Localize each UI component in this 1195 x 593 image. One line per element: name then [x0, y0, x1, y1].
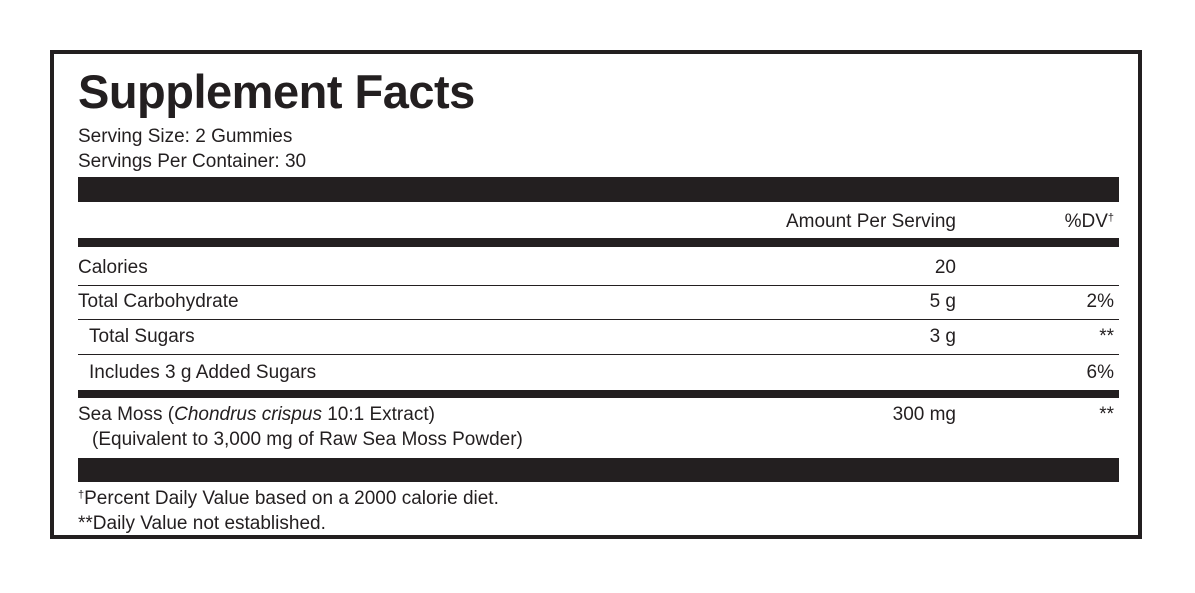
row-divider — [78, 354, 1119, 355]
header-dv — [1065, 210, 1114, 236]
medium-divider-header — [78, 238, 1119, 247]
servings-per-container: Servings Per Container: 30 — [78, 151, 307, 172]
row-total-sugars-amount: 3 g — [929, 326, 956, 347]
thick-divider-top — [78, 177, 1119, 202]
row-total-sugars-dv: ** — [1099, 326, 1114, 347]
row-calories-name: Calories — [78, 257, 148, 278]
row-total-carbohydrate-dv: 2% — [1086, 291, 1114, 312]
row-added-sugars-dv: 6% — [1086, 362, 1114, 383]
supplement-facts-panel — [50, 50, 1142, 539]
thick-divider-bottom — [78, 458, 1119, 482]
panel-title: Supplement Facts — [78, 65, 475, 118]
header-dv-label: %DV — [1064, 211, 1108, 232]
medium-divider-ingredients — [78, 390, 1119, 398]
row-added-sugars-name: Includes 3 g Added Sugars — [89, 362, 317, 383]
ingredient-sea-moss-name — [78, 403, 435, 427]
header-amount-per-serving: Amount Per Serving — [785, 211, 956, 232]
row-total-carbohydrate-name: Total Carbohydrate — [78, 291, 239, 312]
footnote-daily-value — [78, 487, 499, 513]
row-total-carbohydrate-amount: 5 g — [929, 291, 956, 312]
row-divider — [78, 285, 1119, 286]
ingredient-name-suffix: 10:1 Extract) — [321, 404, 435, 425]
footnote-dv-mark: † — [78, 489, 85, 501]
ingredient-latin-name: Chondrus crispus — [174, 404, 322, 425]
header-dv-mark: † — [1107, 212, 1114, 224]
ingredient-name-prefix: Sea Moss ( — [78, 404, 175, 425]
ingredient-sea-moss-amount: 300 mg — [892, 404, 956, 425]
ingredient-equivalent: (Equivalent to 3,000 mg of Raw Sea Moss Powder) — [92, 429, 523, 450]
serving-size: Serving Size: 2 Gummies — [78, 126, 293, 147]
row-total-sugars-name: Total Sugars — [89, 326, 195, 347]
footnote-not-established: **Daily Value not established. — [78, 513, 326, 534]
ingredient-sea-moss-dv: ** — [1099, 404, 1114, 425]
row-calories-amount: 20 — [934, 257, 956, 278]
footnote-dv-text: Percent Daily Value based on a 2000 calorie diet. — [84, 488, 499, 509]
row-divider — [78, 319, 1119, 320]
